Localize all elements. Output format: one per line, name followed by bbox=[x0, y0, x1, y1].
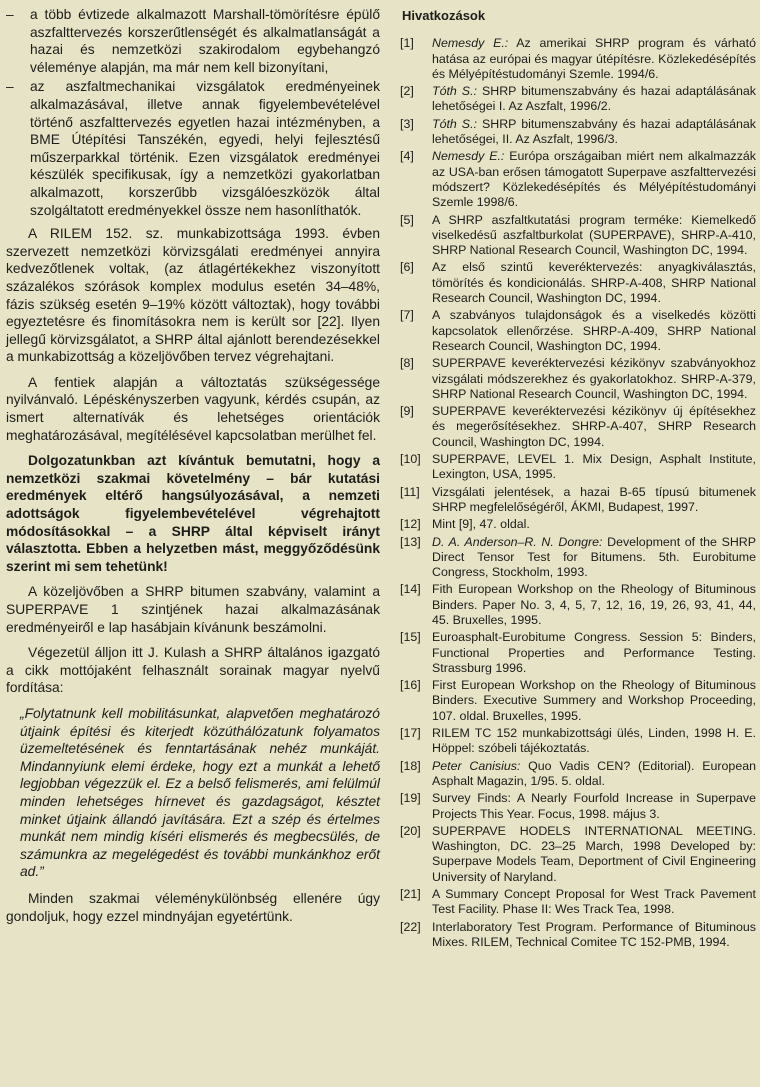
reference-number: [7] bbox=[400, 308, 414, 323]
reference-item bbox=[400, 84, 756, 115]
body-paragraph: Végezetül álljon itt J. Kulash a SHRP általános igazgató a cikk mottójaként felhasznált sorainak magyar nyelvű fordítása: bbox=[6, 645, 380, 696]
reference-number: [12] bbox=[400, 517, 421, 532]
reference-number: [6] bbox=[400, 260, 414, 275]
reference-item bbox=[400, 759, 756, 790]
reference-body: SUPERPAVE HODELS INTERNATIONAL MEETING. Washington, DC. 23–25 March, 1998 Developed by: Superpave Models Team, Deportment of Civil Engineering University of Naryland. bbox=[432, 823, 756, 884]
reference-body: First European Workshop on the Rheology of Bituminous Binders. Executive Summery and Workshop Proceeding, 107. oldal. Bruxelles, 1995. bbox=[432, 678, 756, 723]
reference-body: Az amerikai SHRP program és várható hatása az európai és magyar útépítésre. Közlekedésépítés és Mélyépítéstudományi Szemle. 1994/6. bbox=[432, 36, 756, 81]
reference-number: [11] bbox=[400, 484, 420, 499]
body-paragraph: A RILEM 152. sz. munkabizottsága 1993. évben szervezett nemzetközi körvizsgálati eredményei annyira kedvezőtlenek voltak, (az átlagértékekhez viszonyított százalékos szórások komplex modulus esetén 34–48%, fázis szükség esetén 9–19% között változtak), hogy további egyeztetésre és finomításokra nem is került sor [22]. Ilyen jellegű körvizsgálatot, a SHRP által ajánlott berendezésekkel a munkabizottság a közeljövőben tervez végrehajtani. bbox=[6, 226, 380, 365]
reference-list bbox=[400, 36, 756, 950]
reference-body: A Summary Concept Proposal for West Track Pavement Test Facility. Phase II: Wes Track Tea, 1998. bbox=[432, 887, 756, 917]
bullet-text: az aszfaltmechanikai vizsgálatok eredményeinek alkalmazásával, illetve annak figyelembevételével történő aszfalttervezés egyetlen hazai intézményben, a BME Útépítési Tanszékén, egyedi, helyi fejlesztésű műszerparkkal történik. Ezen vizsgálatok eredményei készülék specifikusak, így a nemzetközi gyakorlatban alkalmazott, korszerűbb vizsgálóeszközök által szolgáltatott eredményekkel össze nem hasonlíthatók. bbox=[30, 79, 380, 218]
reference-number: [1] bbox=[400, 36, 414, 51]
body-paragraph: A közeljövőben a SHRP bitumen szabvány, valamint a SUPERPAVE 1 szintjének hazai alkalmazásának eredményeiről e lap hasábjain kívánunk beszámolni. bbox=[6, 584, 380, 635]
reference-number: [19] bbox=[400, 791, 421, 806]
reference-body: Interlaboratory Test Program. Performance of Bituminous Mixes. RILEM, Technical Comitee TC 152-PMB, 1994. bbox=[432, 919, 756, 949]
reference-body: Survey Finds: A Nearly Fourfold Increase in Superpave Projects This Year. Focus, 1998. május 3. bbox=[432, 791, 756, 821]
reference-body: Az első szintű keveréktervezés: anyagkiválasztás, tömörítés és kondicionálás. SHRP-A-408, SHRP National Research Council, Washington DC, 1994. bbox=[432, 260, 756, 306]
reference-item bbox=[400, 887, 756, 918]
reference-body: Fith European Workshop on the Rheology of Bituminous Binders. Paper No. 3, 4, 5, 7, 12, 16, 19, 26, 93, 41, 44, 45. Bruxelles, 1995. bbox=[432, 582, 756, 627]
reference-item bbox=[400, 678, 756, 724]
reference-number: [22] bbox=[400, 919, 421, 934]
reference-text bbox=[432, 678, 756, 724]
reference-author: Nemesdy E.: bbox=[432, 36, 509, 51]
reference-text bbox=[432, 404, 756, 450]
reference-text bbox=[432, 726, 756, 757]
reference-item bbox=[400, 726, 756, 757]
closing-paragraph: Minden szakmai véleménykülönbség ellenére úgy gondoljuk, hogy ezzel mindnyájan egyetértünk. bbox=[6, 890, 380, 924]
reference-text bbox=[432, 117, 756, 148]
reference-body: Quo Vadis CEN? (Editorial). European Asphalt Magazin, 1/95. 5. oldal. bbox=[432, 758, 756, 788]
reference-item bbox=[400, 791, 756, 822]
reference-item bbox=[400, 582, 756, 628]
reference-item bbox=[400, 260, 756, 306]
reference-number: [20] bbox=[400, 823, 421, 838]
reference-number: [3] bbox=[400, 116, 414, 131]
bullet-item bbox=[6, 78, 380, 219]
reference-number: [16] bbox=[400, 678, 421, 693]
reference-text bbox=[432, 84, 756, 115]
reference-text bbox=[432, 582, 756, 628]
reference-text bbox=[432, 356, 756, 402]
reference-text bbox=[432, 920, 756, 951]
body-paragraph: A fentiek alapján a változtatás szükségessége nyilvánvaló. Lépéskényszerben vagyunk, kérdés csupán, az ismert alternatívák és lehetséges orientációk meghatározásával, megítélésével kapcsolatban merülhet fel. bbox=[6, 374, 380, 443]
reference-body: SHRP bitumenszabvány és hazai adaptálásának lehetőségei I. Az Aszfalt, 1996/2. bbox=[432, 84, 756, 114]
reference-author: Peter Canisius: bbox=[432, 758, 521, 773]
reference-item bbox=[400, 535, 756, 581]
reference-body: A szabványos tulajdonságok és a viselkedés közötti kapcsolatok ellenőrzése. SHRP-A-409, SHRP National Research Council, Washington DC, 1994. bbox=[432, 308, 756, 353]
reference-text bbox=[432, 213, 756, 259]
reference-number: [2] bbox=[400, 84, 414, 99]
reference-item bbox=[400, 485, 756, 516]
reference-text bbox=[432, 485, 756, 516]
reference-item bbox=[400, 630, 756, 676]
reference-item bbox=[400, 824, 756, 885]
quote-paragraph: „Folytatnunk kell mobilitásunkat, alapvetően meghatározó útjaink építési és kiterjedt közúthálózatunk folyamatos üzemeltetésének és fenntartásának nehéz munkáját. Mindannyiunk elemi érdeke, hogy ezt a munkát a lehető legjobban végezzük el. Ez a belső felismerés, ami felülmúl minden lehetséges hírnevet és gazdagságot, késztet minket útjaink állandó javítására. Ezt a szép és értelmes munkát nem mindig kíséri elismerés és megbecsülés, de számunkra az megelégedést és további munkánkhoz erőt ad.” bbox=[20, 705, 380, 880]
reference-text bbox=[432, 791, 756, 822]
reference-body: RILEM TC 152 munkabizottsági ülés, Linden, 1998 H. E. Höppel: szóbeli tájékoztatás. bbox=[432, 726, 756, 756]
reference-text bbox=[432, 149, 756, 210]
reference-text bbox=[432, 260, 756, 306]
reference-text bbox=[432, 630, 756, 676]
emphasis-paragraph: Dolgozatunkban azt kívántuk bemutatni, hogy a nemzetközi szakmai követelmény – bár kutatási eredmények eltérő hangsúlyozásával, a nemzeti adottságok figyelembevételével végrehajtott módosításokkal – a SHRP által képviselt irányt választotta. Ebben a helyzetben mást, meggyőződésünk szerint mi sem tehetünk! bbox=[6, 453, 380, 574]
reference-author: Nemesdy E.: bbox=[432, 149, 505, 164]
reference-item bbox=[400, 36, 756, 82]
reference-item bbox=[400, 308, 756, 354]
reference-body: Euroasphalt-Eurobitume Congress. Session 5: Binders, Functional Properties and Performance Testing. Strassburg 1996. bbox=[432, 630, 756, 675]
reference-number: [13] bbox=[400, 534, 421, 549]
reference-item bbox=[400, 213, 756, 259]
reference-body: SHRP bitumenszabvány és hazai adaptálásának lehetőségei, II. Az Aszfalt, 1996/3. bbox=[432, 116, 756, 147]
reference-number: [21] bbox=[400, 887, 421, 902]
reference-text bbox=[432, 452, 756, 483]
reference-body: Vizsgálati jelentések, a hazai B-65 típusú bitumenek SHRP megfelelőségéről, ÁKMI, Budapest, 1997. bbox=[432, 484, 756, 514]
reference-number: [5] bbox=[400, 212, 414, 227]
reference-number: [4] bbox=[400, 149, 414, 164]
reference-item bbox=[400, 356, 756, 402]
reference-text bbox=[432, 308, 756, 354]
reference-author: Tóth S.: bbox=[432, 84, 477, 99]
reference-item bbox=[400, 920, 756, 951]
reference-number: [8] bbox=[400, 356, 414, 371]
reference-text bbox=[432, 517, 756, 532]
reference-text bbox=[432, 36, 756, 82]
reference-body: Development of the SHRP Direct Tensor Test for Bitumens. 5th. Eurobitume Congress, Stockholm, 1993. bbox=[432, 534, 756, 580]
reference-author: D. A. Anderson–R. N. Dongre: bbox=[432, 534, 603, 549]
reference-body: Európa országaiban miért nem alkalmazzák az USA-ban erősen támogatott Superpave aszfalttervezési módszert? Közlekedésépítés és Mélyépítéstudományi Szemle 1998/6. bbox=[432, 149, 756, 210]
reference-author: Tóth S.: bbox=[432, 116, 477, 131]
left-column bbox=[6, 6, 380, 933]
reference-text bbox=[432, 759, 756, 790]
reference-body: A SHRP aszfaltkutatási program terméke: Kiemelkedő viselkedésű aszfaltburkolat (SUPERPAVE), SHRP-A-410, SHRP National Research Council, Washington DC, 1994. bbox=[432, 212, 756, 258]
reference-text bbox=[432, 535, 756, 581]
reference-item bbox=[400, 452, 756, 483]
reference-item bbox=[400, 149, 756, 210]
bullet-text: a több évtizede alkalmazott Marshall-tömörítésre épülő aszfalttervezés korszerűtlenségét és alkalmatlanságát a hazai és nemzetközi szakirodalom egybehangzó véleménye alapján, ma már nem kell bizonyítani, bbox=[30, 7, 380, 75]
bullet-dash: – bbox=[6, 7, 14, 22]
reference-text bbox=[432, 887, 756, 918]
reference-number: [9] bbox=[400, 404, 414, 419]
reference-number: [18] bbox=[400, 758, 421, 773]
reference-item bbox=[400, 404, 756, 450]
bullet-dash: – bbox=[6, 79, 14, 95]
reference-body: Mint [9], 47. oldal. bbox=[432, 517, 530, 532]
reference-number: [15] bbox=[400, 630, 421, 645]
reference-number: [17] bbox=[400, 726, 421, 741]
reference-text bbox=[432, 824, 756, 885]
right-column bbox=[400, 8, 756, 952]
reference-body: SUPERPAVE keveréktervezési kézikönyv új építésekhez és megerősítésekhez. SHRP-A-407, SHRP Research Council, Washington DC, 1994. bbox=[432, 404, 756, 449]
reference-body: SUPERPAVE, LEVEL 1. Mix Design, Asphalt Institute, Lexington, USA, 1995. bbox=[432, 452, 756, 482]
reference-item bbox=[400, 517, 756, 532]
reference-number: [14] bbox=[400, 582, 421, 597]
reference-body: SUPERPAVE keveréktervezési kézikönyv szabványokhoz vizsgálati módszerekhez és gyakorlatokhoz. SHRP-A-379, SHRP National Research Council, Washington DC, 1994. bbox=[432, 356, 756, 401]
bullet-item bbox=[6, 6, 380, 76]
reference-item bbox=[400, 117, 756, 148]
reference-number: [10] bbox=[400, 452, 421, 467]
references-heading: Hivatkozások bbox=[402, 8, 486, 23]
